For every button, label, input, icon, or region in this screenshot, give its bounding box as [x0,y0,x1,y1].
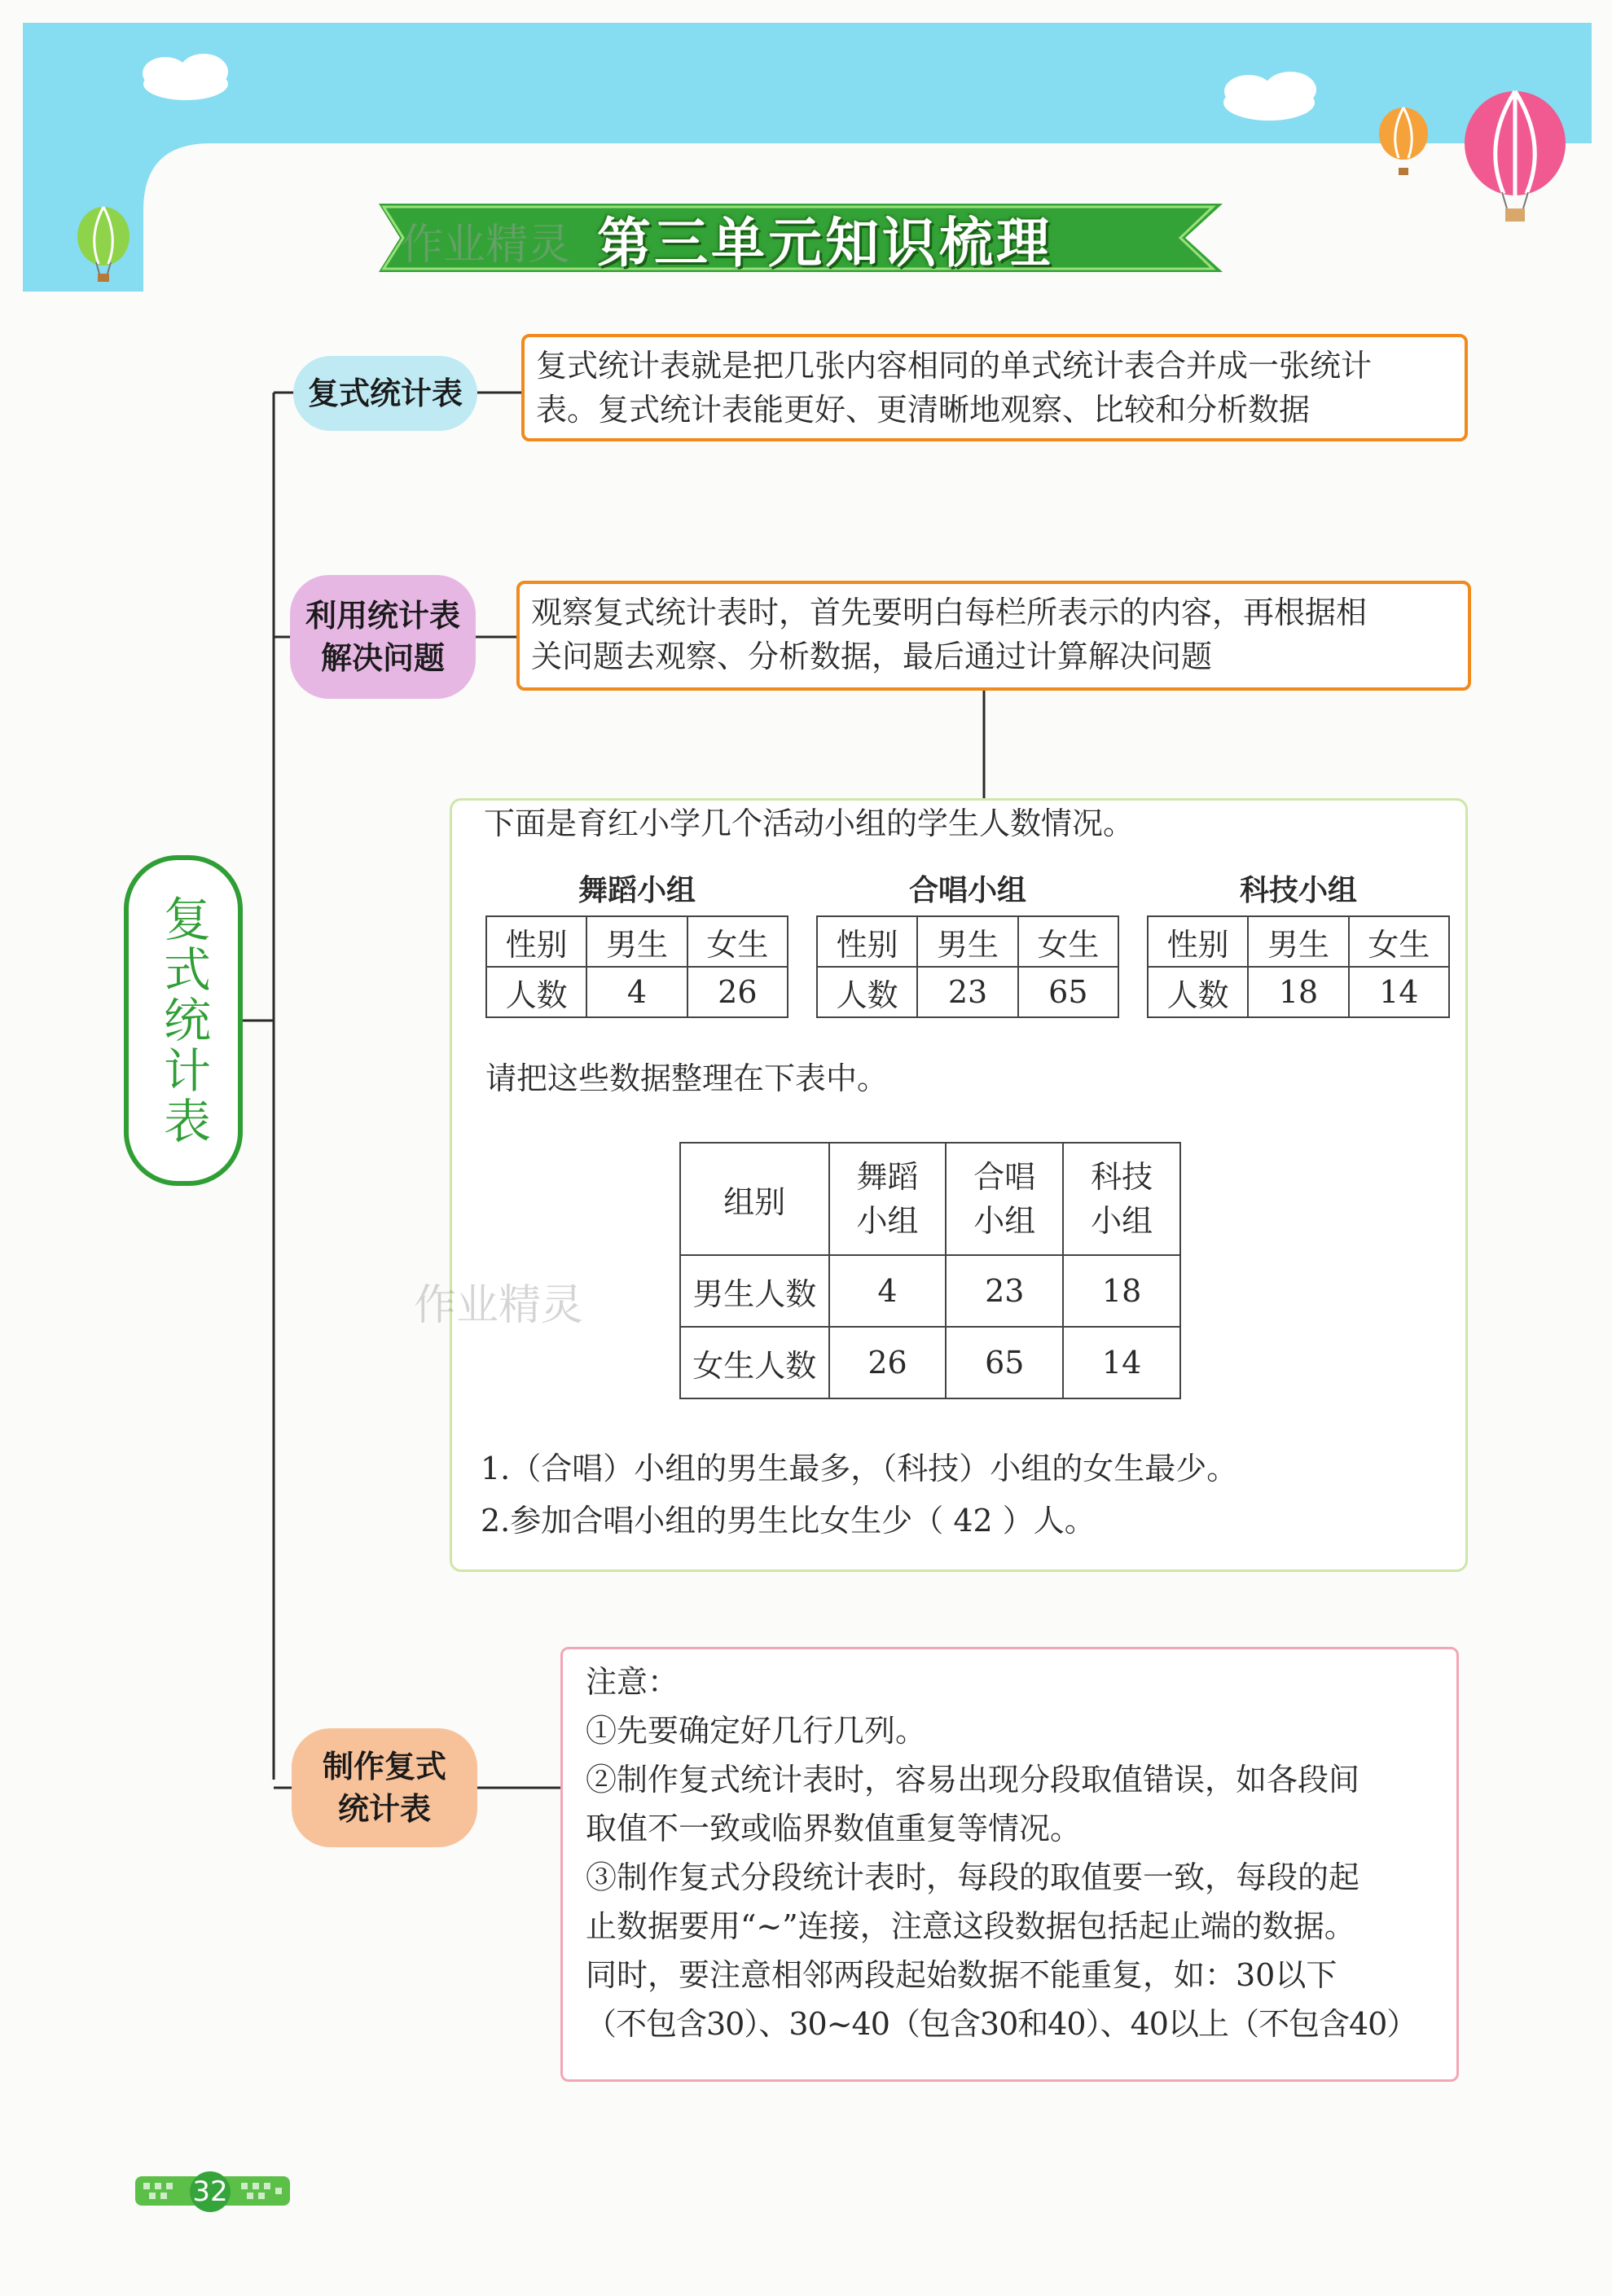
question-1: 1.（合唱）小组的男生最多，（科技）小组的女生最少。 [481,1451,1238,1486]
example-intro: 下面是育红小学几个活动小组的学生人数情况。 [484,806,1135,841]
definition-line: 表。复式统计表能更好、更清晰地观察、比较和分析数据 [536,392,1311,428]
table-cell: 男生 [1248,916,1348,967]
table-cell: 人数 [486,967,586,1017]
table-cell: 65 [1018,967,1118,1017]
table-caption: 科技小组 [1239,874,1357,907]
category-label-line: 统计表 [337,1791,431,1827]
category-label-line: 解决问题 [320,640,445,676]
definition-line: 复式统计表就是把几张内容相同的单式统计表合并成一张统计 [536,348,1373,384]
table-cell: 人数 [817,967,917,1017]
note-box [560,1647,1459,2082]
note-line: ③制作复式分段统计表时，每段的取值要一致，每段的起 [586,1859,1360,1895]
question-2: 2.参加合唱小组的男生比女生少（ 42 ）人。 [481,1503,1096,1539]
definition-box [521,334,1468,441]
table-cell: 26 [687,967,788,1017]
table-cell: 4 [586,967,687,1017]
note-line: 同时，要注意相邻两段起始数据不能重复，如：30以下 [586,1957,1337,1993]
note-line: 注意： [586,1664,679,1700]
table-caption: 舞蹈小组 [578,874,696,907]
table-cell: 14 [1349,967,1449,1017]
watermark-top: 作业精灵 [401,221,571,270]
row-label: 男生人数 [680,1255,829,1327]
table-cell: 23 [946,1255,1063,1327]
note-line: ②制作复式统计表时，容易出现分段取值错误，如各段间 [586,1762,1360,1798]
column-header: 科技 小组 [1063,1143,1180,1255]
root-node [124,855,243,1186]
table-corner: 组别 [680,1143,829,1255]
table-caption: 合唱小组 [908,874,1026,907]
table-cell: 65 [946,1327,1063,1398]
category-solve-problems [290,575,476,699]
table-cell: 女生 [1018,916,1118,967]
category-compound-table [293,356,477,431]
table-cell: 18 [1063,1255,1180,1327]
row-label: 女生人数 [680,1327,829,1398]
note-line: 取值不一致或临界数值重复等情况。 [586,1811,1082,1846]
table-cell: 性别 [817,916,917,967]
table-cell: 4 [829,1255,947,1327]
note-line: 止数据要用“~”连接，注意这段数据包括起止端的数据。 [586,1908,1355,1944]
table-cell: 女生 [687,916,788,967]
note-line: （不包含30）、30~40（包含30和40）、40以上（不包含40） [586,2006,1417,2042]
category-label-line: 制作复式 [322,1749,446,1785]
table-cell: 性别 [486,916,586,967]
table-cell: 男生 [917,916,1017,967]
table-cell: 男生 [586,916,687,967]
small-table-dance [485,867,788,1018]
compound-table [679,1142,1181,1399]
note-line: ①先要确定好几行几列。 [586,1713,927,1749]
table-cell: 人数 [1148,967,1248,1017]
table-cell: 性别 [1148,916,1248,967]
watermark-middle: 作业精灵 [414,1281,584,1330]
root-label: 复式统计表 [156,894,211,1147]
category-label: 复式统计表 [307,375,463,411]
table-cell: 14 [1063,1327,1180,1398]
method-box [516,581,1471,691]
method-line: 关问题去观察、分析数据，最后通过计算解决问题 [531,639,1213,674]
method-line: 观察复式统计表时，首先要明白每栏所表示的内容，再根据相 [531,595,1368,630]
table-cell: 23 [917,967,1017,1017]
category-label-line: 利用统计表 [305,598,460,634]
small-table-tech [1147,867,1450,1018]
table-cell: 女生 [1349,916,1449,967]
page-number: 32 [190,2171,231,2212]
example-instruction: 请把这些数据整理在下表中。 [485,1060,889,1096]
column-header: 合唱 小组 [946,1143,1063,1255]
small-table-choir [816,867,1119,1018]
category-make-table [292,1728,477,1847]
column-header: 舞蹈 小组 [829,1143,947,1255]
table-cell: 26 [829,1327,947,1398]
page-title: 第三单元知识梳理 [597,211,1053,274]
table-cell: 18 [1248,967,1348,1017]
